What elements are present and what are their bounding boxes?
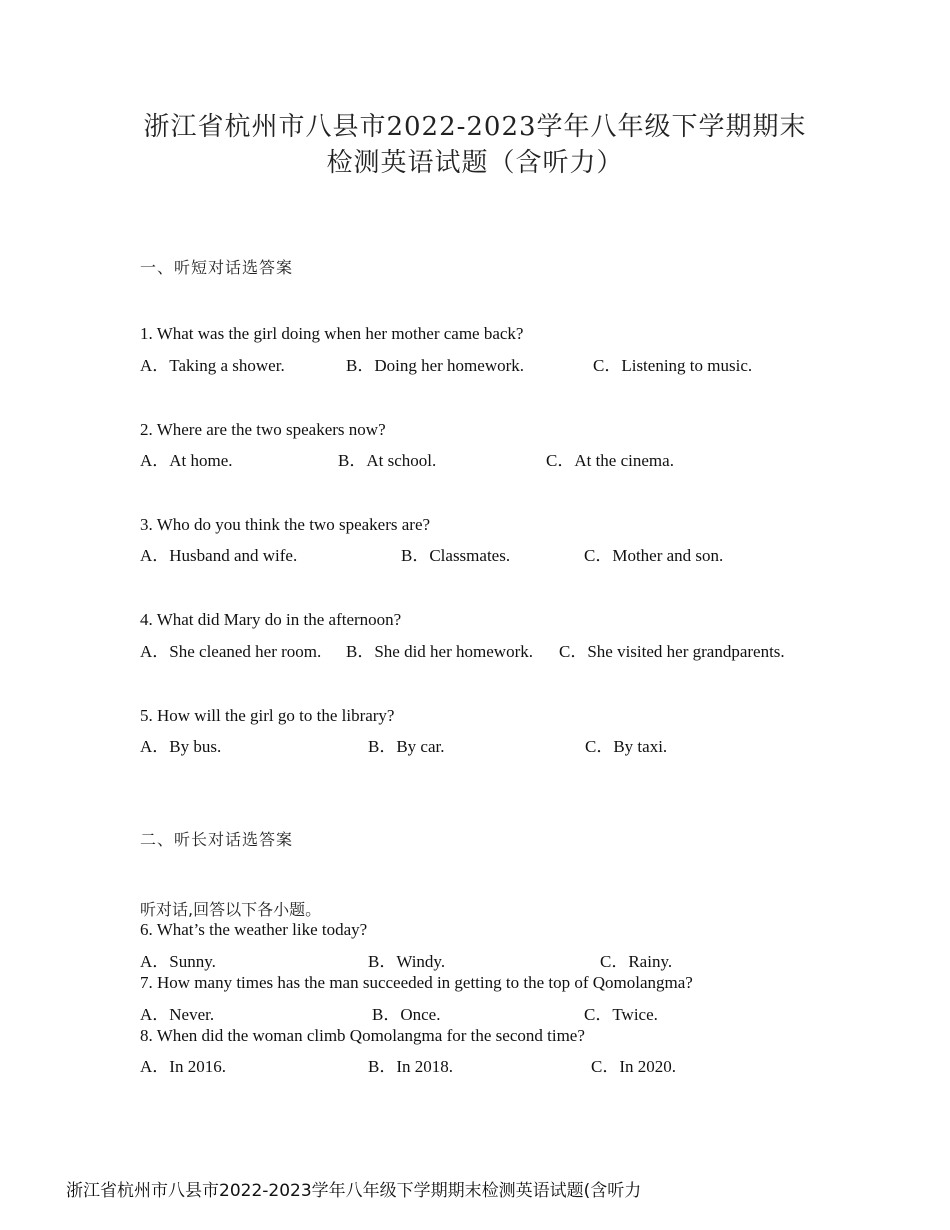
question-2-option-c: C．At the cinema. <box>546 451 674 470</box>
question-2-option-a: A．At home. <box>140 451 233 470</box>
question-8-option-b: B．In 2018. <box>368 1057 453 1076</box>
question-3-option-b: B．Classmates. <box>401 546 511 565</box>
question-2-options <box>140 446 830 468</box>
question-5-options <box>140 732 830 754</box>
page-footer-title: 浙江省杭州市八县市2022-2023学年八年级下学期期末检测英语试题(含听力 <box>66 1181 642 1201</box>
question-1-option-c: C．Listening to music. <box>593 356 753 375</box>
question-1-option-b: B．Doing her homework. <box>346 356 525 375</box>
section-instruction: 听对话,回答以下各小题。 <box>140 900 322 919</box>
document-title-line-2: 检测英语试题（含听力） <box>326 148 624 178</box>
question-3-option-a: A．Husband and wife. <box>140 546 298 565</box>
question-4-option-a: A．She cleaned her room. <box>140 642 322 661</box>
question-8-option-a: A．In 2016. <box>140 1057 226 1076</box>
question-7-option-a: A．Never. <box>140 1005 215 1024</box>
question-3-stem: 3. Who do you think the two speakers are? <box>140 515 431 534</box>
section-heading-long-dialogues: 二、听长对话选答案 <box>140 830 294 849</box>
question-1-options <box>140 351 830 373</box>
question-1-stem: 1. What was the girl doing when her mother came back? <box>140 324 524 343</box>
question-6-stem: 6. What’s the weather like today? <box>140 920 368 939</box>
question-6-option-c: C．Rainy. <box>600 952 673 971</box>
question-3-option-c: C．Mother and son. <box>584 546 724 565</box>
question-4-stem: 4. What did Mary do in the afternoon? <box>140 610 402 629</box>
question-2-stem: 2. Where are the two speakers now? <box>140 420 386 439</box>
question-6-option-a: A．Sunny. <box>140 952 216 971</box>
question-4-option-c: C．She visited her grandparents. <box>559 642 785 661</box>
question-7-stem: 7. How many times has the man succeeded in getting to the top of Qomolangma? <box>140 973 693 992</box>
document-title-line-1: 浙江省杭州市八县市2022-2023学年八年级下学期期末 <box>143 112 807 142</box>
question-5-option-a: A．By bus. <box>140 737 222 756</box>
question-6-options <box>140 947 830 969</box>
question-2-option-b: B．At school. <box>338 451 437 470</box>
question-8-options <box>140 1052 830 1074</box>
question-5-option-c: C．By taxi. <box>585 737 668 756</box>
question-3-options <box>140 541 830 563</box>
question-8-option-c: C．In 2020. <box>591 1057 676 1076</box>
question-8-stem: 8. When did the woman climb Qomolangma for the second time? <box>140 1026 585 1045</box>
question-5-stem: 5. How will the girl go to the library? <box>140 706 395 725</box>
question-4-option-b: B．She did her homework. <box>346 642 533 661</box>
question-6-option-b: B．Windy. <box>368 952 446 971</box>
section-heading-short-dialogues: 一、听短对话选答案 <box>140 258 294 277</box>
question-7-option-c: C．Twice. <box>584 1005 658 1024</box>
question-7-option-b: B．Once. <box>372 1005 441 1024</box>
question-1-option-a: A．Taking a shower. <box>140 356 285 375</box>
question-7-options <box>140 1000 830 1022</box>
question-5-option-b: B．By car. <box>368 737 445 756</box>
question-4-options <box>140 637 830 659</box>
